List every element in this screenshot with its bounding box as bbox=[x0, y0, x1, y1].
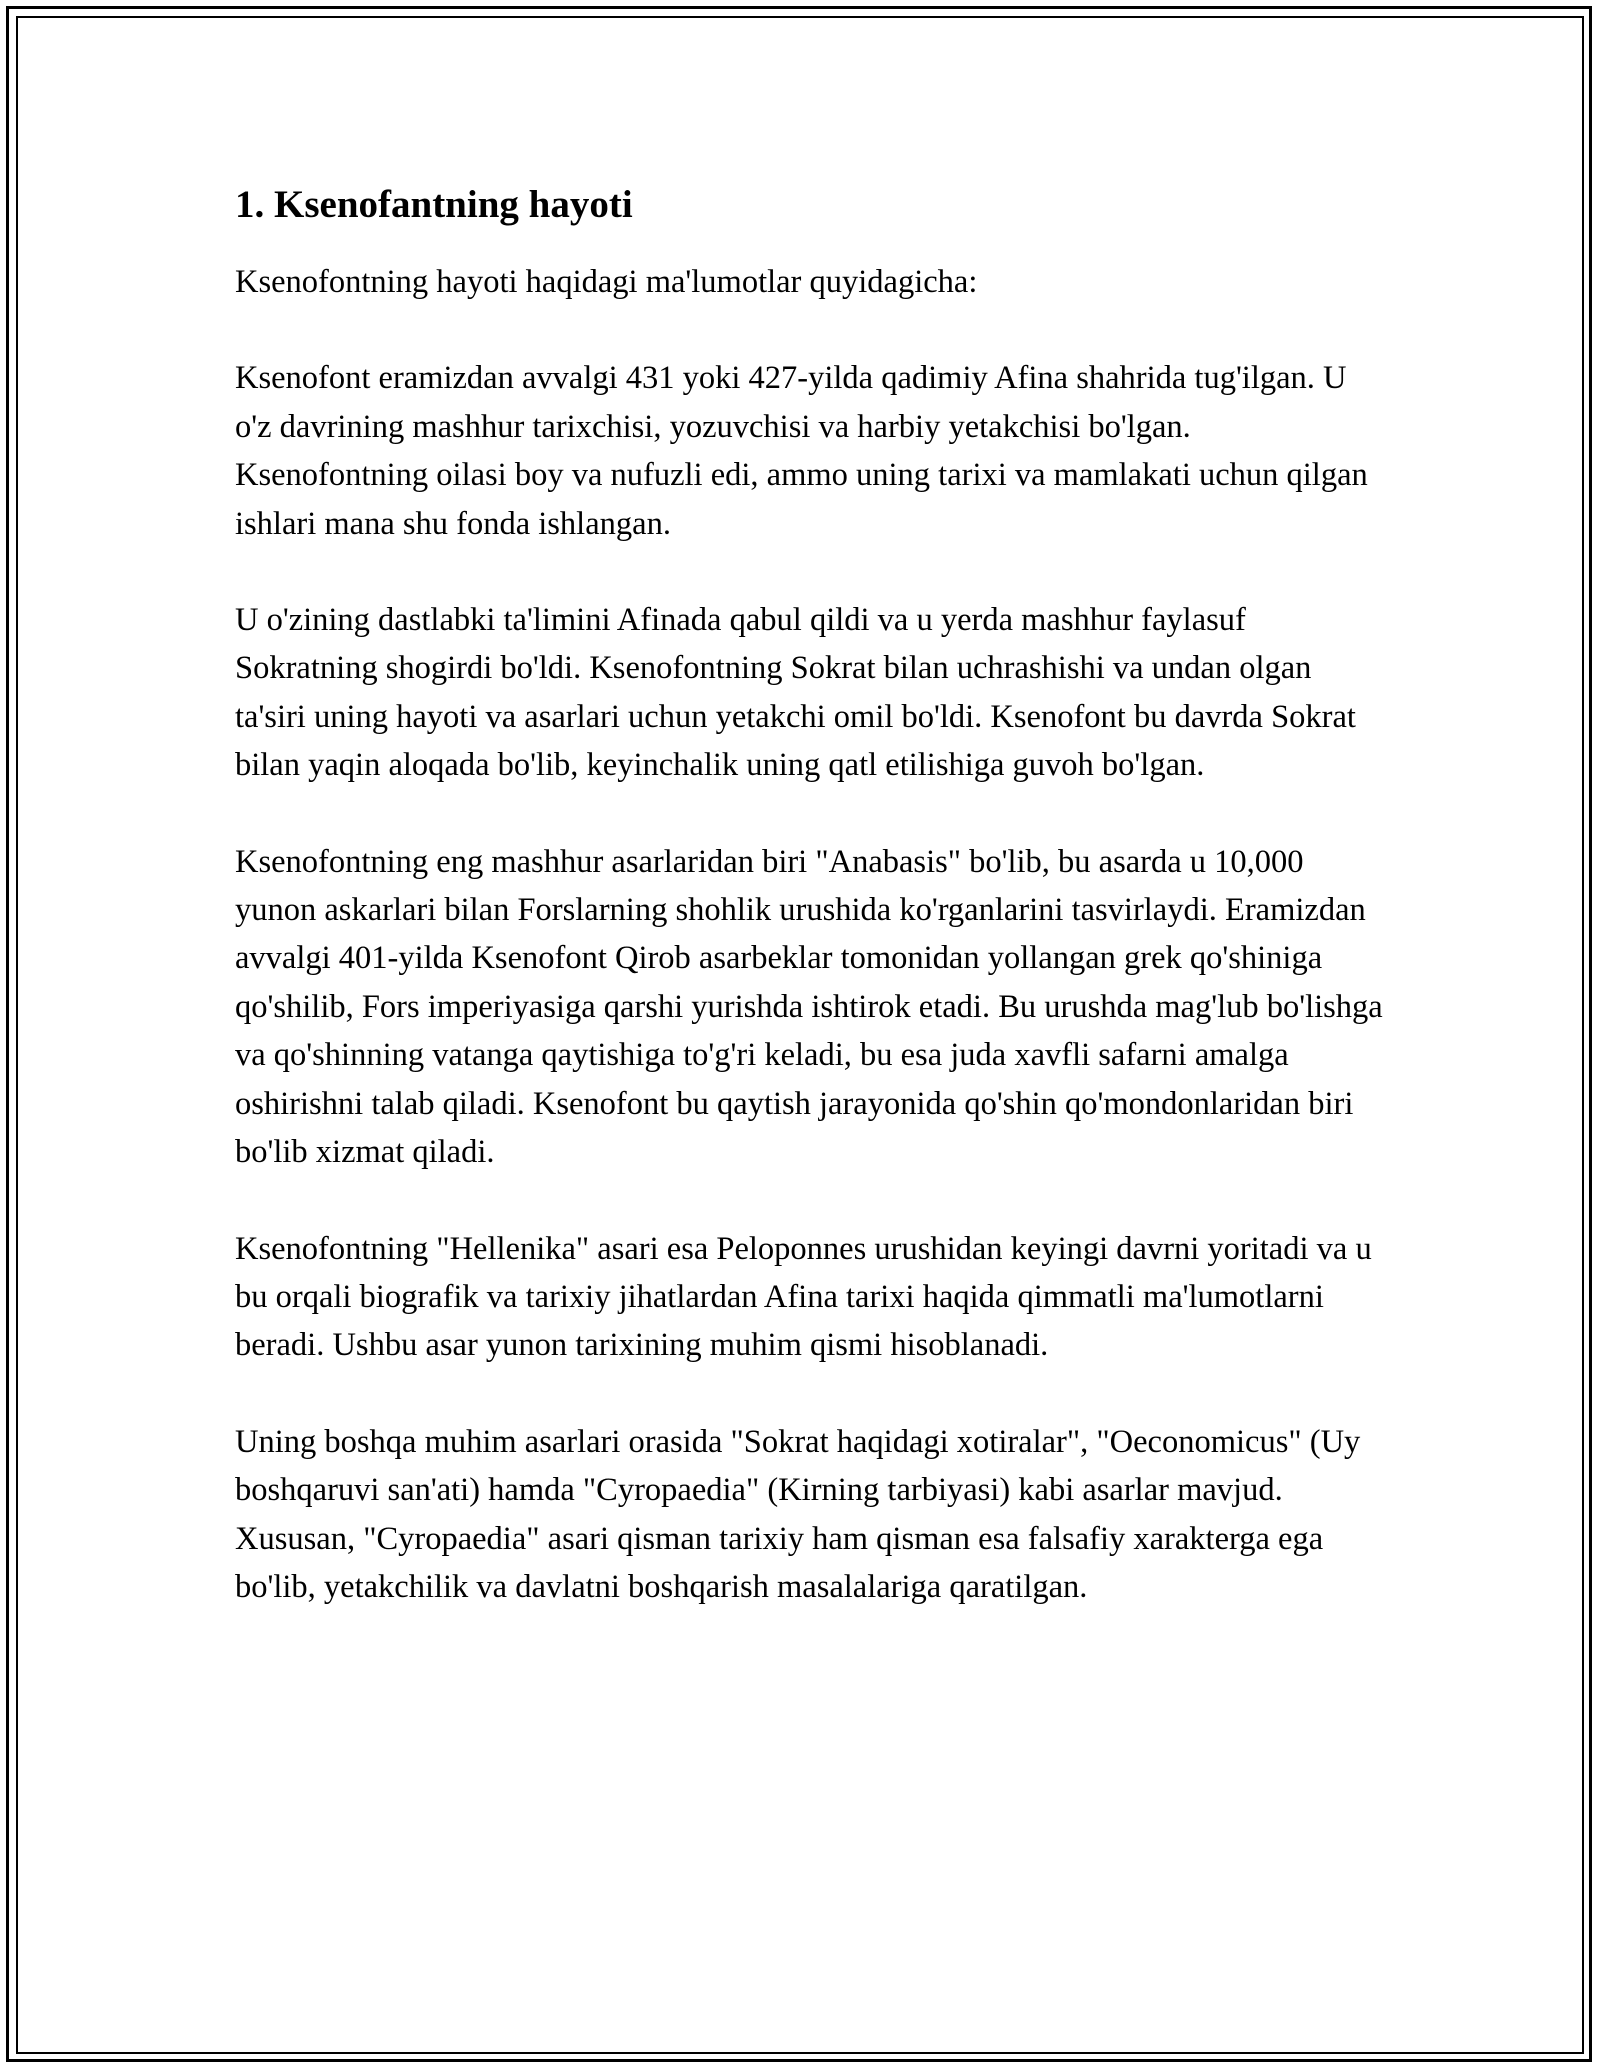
paragraph-education: U o'zining dastlabki ta'limini Afinada qabul qildi va u yerda mashhur faylasuf Sokratning shogirdi bo'ldi. Ksenofontning Sokrat bilan uchrashishi va undan olgan ta'siri uning hayoti va asarlari uchun yetakchi omil bo'ldi. Ksenofont bu davrda Sokrat bilan yaqin aloqada bo'lib, keyinchalik uning qatl etilishiga guvoh bo'lgan. bbox=[235, 602, 1356, 784]
paragraph-intro: Ksenofontning hayoti haqidagi ma'lumotlar quyidagicha: bbox=[235, 264, 978, 300]
paragraph-hellenika: Ksenofontning "Hellenika" asari esa Peloponnes urushidan keyingi davrni yoritadi va u bu orqali biografik va tarixiy jihatlardan Afina tarixi haqida qimmatli ma'lumotlarni beradi. Ushbu asar yunon tarixining muhim qismi hisoblanadi. bbox=[235, 1230, 1372, 1364]
document-body bbox=[235, 180, 1385, 1611]
paragraph-birth: Ksenofont eramizdan avvalgi 431 yoki 427-yilda qadimiy Afina shahrida tug'ilgan. U o'z davrining mashhur tarixchisi, yozuvchisi va harbiy yetakchisi bo'lgan. Ksenofontning oilasi boy va nufuzli edi, ammo uning tarixi va mamlakati uchun qilgan ishlari mana shu fonda ishlangan. bbox=[235, 360, 1368, 542]
paragraph-other-works: Uning boshqa muhim asarlari orasida "Sokrat haqidagi xotiralar", "Oeconomicus" (Uy boshqaruvi san'ati) hamda "Cyropaedia" (Kirning tarbiyasi) kabi asarlar mavjud. Xususan, "Cyropaedia" asari qisman tarixiy ham qisman esa falsafiy xarakterga ega bo'lib, yetakchilik va davlatni boshqarish masalalariga qaratilgan. bbox=[235, 1423, 1361, 1605]
paragraph-anabasis: Ksenofontning eng mashhur asarlaridan biri "Anabasis" bo'lib, bu asarda u 10,000 yunon askarlari bilan Forslarning shohlik urushida ko'rganlarini tasvirlaydi. Eramizdan avvalgi 401-yilda Ksenofont Qirob asarbeklar tomonidan yollangan grek qo'shiniga qo'shilib, Fors imperiyasiga qarshi yurishda ishtirok etadi. Bu urushda mag'lub bo'lishga va qo'shinning vatanga qaytishiga to'g'ri keladi, bu esa juda xavfli safarni amalga oshirishni talab qiladi. Ksenofont bu qaytish jarayonida qo'shin qo'mondonlaridan biri bo'lib xizmat qiladi. bbox=[235, 843, 1383, 1171]
document-title: 1. Ksenofantning hayoti bbox=[235, 183, 633, 226]
